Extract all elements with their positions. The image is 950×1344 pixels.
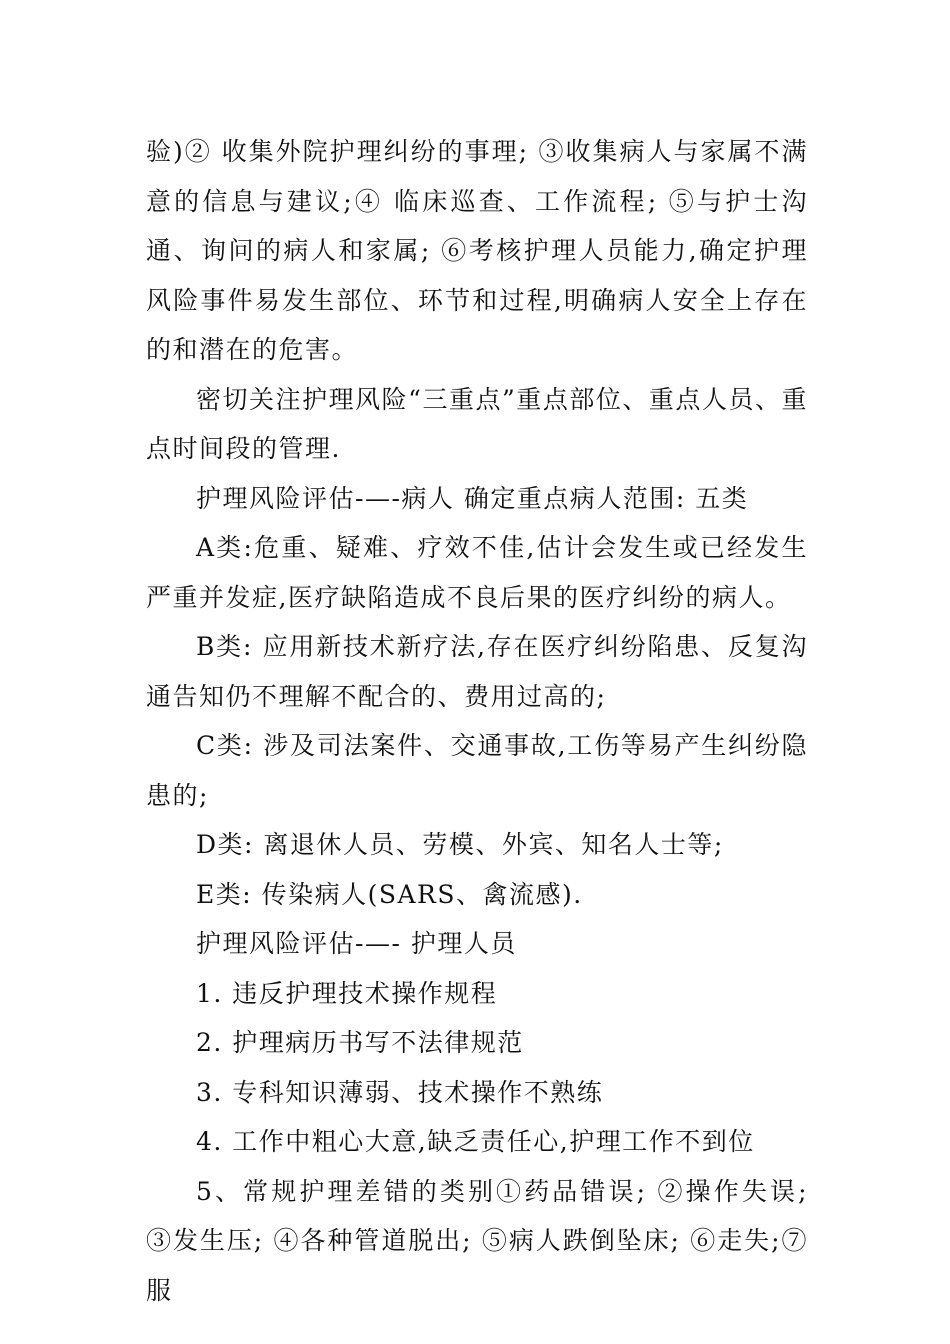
paragraph-category-d: D类: 离退休人员、劳模、外宾、知名人士等; <box>196 830 724 859</box>
list-item-4: 4. 工作中粗心大意,缺乏责任心,护理工作不到位 <box>196 1127 755 1156</box>
heading-patient-risk-assessment: 护理风险评估-—-病人 确定重点病人范围: 五类 <box>196 483 749 513</box>
list-item-5: 5、常规护理差错的类别①药品错误; ②操作失误; ③发生压; ④各种管道脱出; ⑤病人跌倒坠床; ⑥走失;⑦ 服 <box>146 1176 808 1305</box>
document-body <box>146 127 808 1315</box>
paragraph-category-e: E类: 传染病人(SARS、禽流感). <box>196 879 583 909</box>
paragraph-risk-sources: 验)② 收集外院护理纠纷的事理; ③收集病人与家属不满意的信息与建议;④ 临床巡查、工作流程; ⑤与护士沟通、询问的病人和家属; ⑥考核护理人员能力,确定护理风险事件易发生部位、环节和过程,明确病人安全上存在的和潜在的危害。 <box>146 137 808 364</box>
paragraph-three-key-points: 密切关注护理风险“三重点”重点部位、重点人员、重点时间段的管理. <box>146 384 808 463</box>
list-item-1: 1. 违反护理技术操作规程 <box>196 978 498 1008</box>
paragraph-category-b: B类: 应用新技术新疗法,存在医疗纠纷陷患、反复沟通告知仍不理解不配合的、费用过高的; <box>146 632 808 711</box>
paragraph-category-c: C类: 涉及司法案件、交通事故,工伤等易产生纠纷隐患的; <box>146 731 808 810</box>
list-item-2: 2. 护理病历书写不法律规范 <box>196 1028 524 1057</box>
list-item-3: 3. 专科知识薄弱、技术操作不熟练 <box>196 1077 604 1107</box>
heading-nurse-risk-assessment: 护理风险评估-—- 护理人员 <box>196 929 517 958</box>
paragraph-category-a: A类:危重、疑难、疗效不佳,估计会发生或已经发生严重并发症,医疗缺陷造成不良后果的医疗纠纷的病人。 <box>146 533 808 612</box>
